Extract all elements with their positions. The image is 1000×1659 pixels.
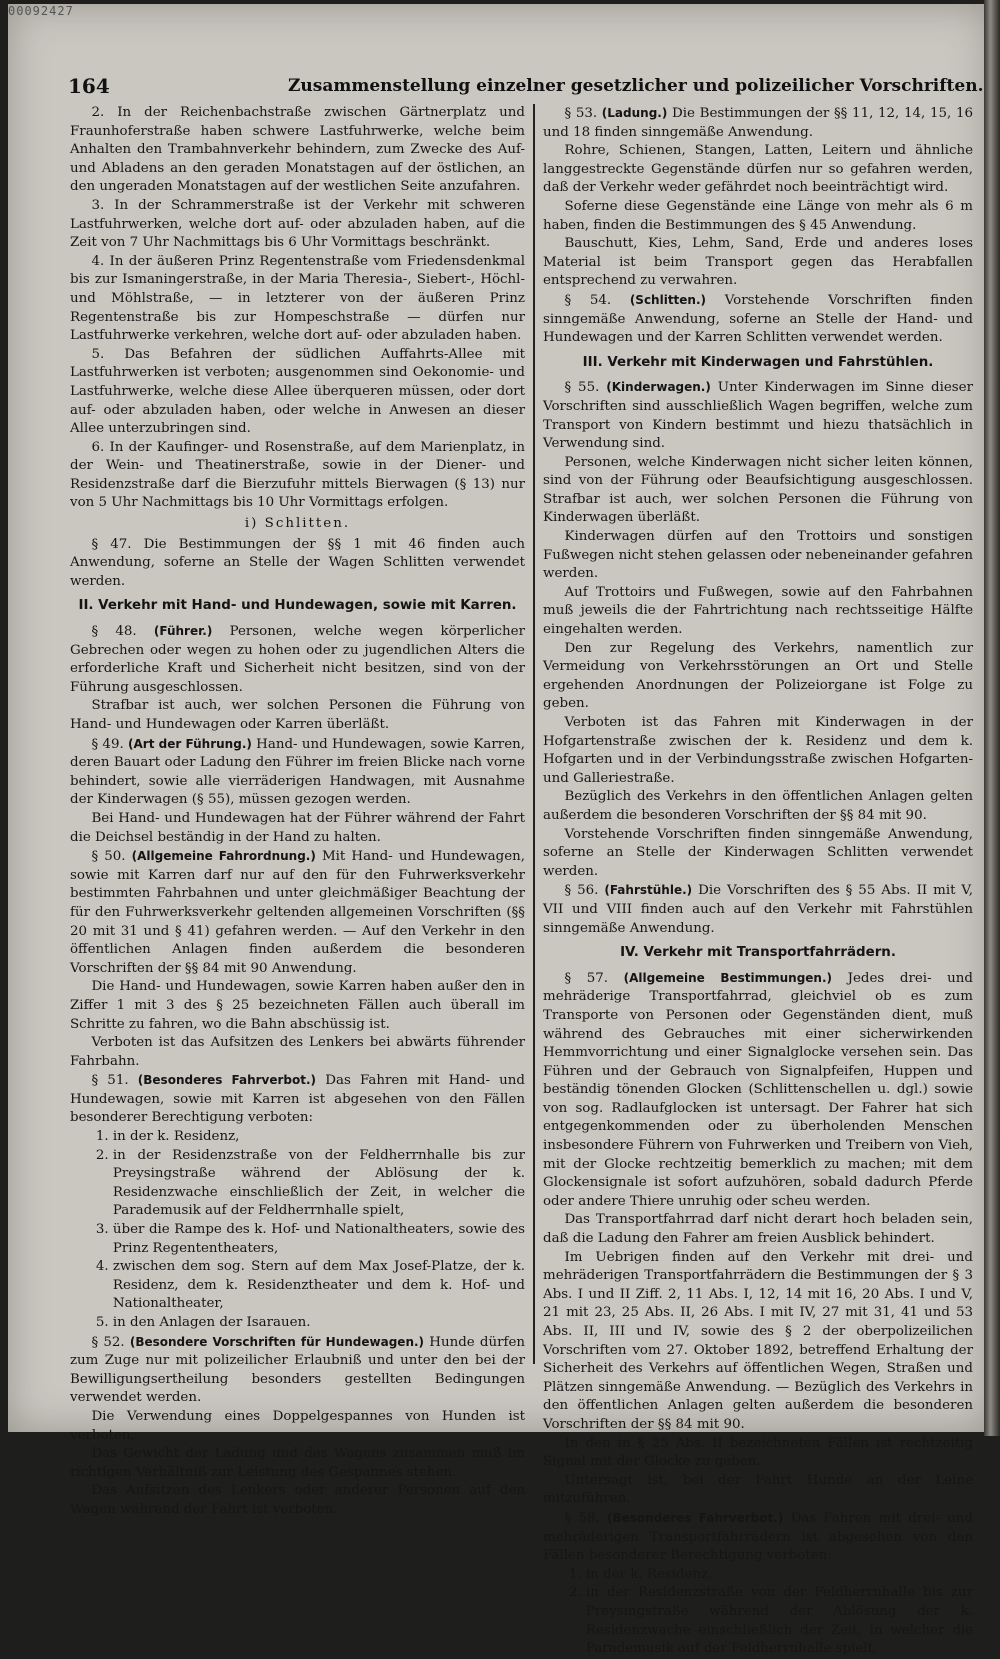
list-item: 2. in der Residenzstraße von der Feldherrnhalle bis zur Preysingstraße während der Ablösung der k. Residenzwache einschließlich der Zeit, in welcher die Parademusik auf der Feldherrnhalle spielt, <box>113 1147 525 1221</box>
paragraph: Das Transportfahrrad darf nicht derart hoch beladen sein, daß die Ladung den Fahrer am freien Ausblick behindert. <box>543 1212 973 1247</box>
paragraph <box>543 378 973 453</box>
section-label: (Fahrstühle.) <box>604 883 693 898</box>
paragraph <box>70 1071 525 1128</box>
paragraph: Untersagt ist, bei der Fahrt Hunde an der Leine mitzuführen. <box>543 1472 973 1507</box>
document-page <box>8 4 990 1657</box>
section-heading: IV. Verkehr mit Transportfahrrädern. <box>620 945 896 961</box>
paragraph-text: Unter Kinderwagen im Sinne dieser Vorschriften sind ausschließlich Wagen begriffen, welche zum Transport von Kindern bestimmt und hiezu thatsächlich in Verwendung sind. <box>543 380 973 452</box>
section-label: (Schlitten.) <box>629 292 707 307</box>
paragraph: In den in § 25 Abs. II bezeichneten Fällen ist rechtzeitig Signal mit der Glocke zu geben. <box>543 1435 973 1470</box>
section-number: § 52. <box>91 1334 125 1350</box>
paragraph-text: Die Bestimmungen der §§ 11, 12, 14, 15, 16 und 18 finden sinngemäße Anwendung. <box>543 106 973 140</box>
list-item: 1. in der k. Residenz, <box>113 1128 525 1147</box>
paragraph-text: Vorstehende Vorschriften finden sinngemäße Anwendung, soferne an Stelle der Hand- und Hundewagen und der Karren Schlitten verwendet werden. <box>543 292 973 346</box>
section-label: (Führer.) <box>153 624 213 639</box>
paragraph: Personen, welche Kinderwagen nicht sicher leiten können, sind von der Führung oder Beaufsichtigung ausgeschlossen. Strafbar ist auch, wer solchen Personen die Führung von Kinderwagen überläßt. <box>543 454 973 526</box>
book-edge <box>984 0 1000 1436</box>
paragraph <box>70 622 525 697</box>
paragraph: Bauschutt, Kies, Lehm, Sand, Erde und anderes loses Material ist beim Transport gegen das Herabfallen entsprechend zu verwahren. <box>543 236 973 289</box>
paragraph-text: Mit Hand- und Hundewagen, sowie mit Karren darf nur auf den für den Fuhrwerksverkehr bestimmten Fahrbahnen und unter gleichmäßiger Beachtung der für den Fuhrwerksverkehr geltenden allgemeinen Vorschriften (§§ 20 mit 31 und § 41) gefahren werden. — Auf den Verkehr in den öffentlichen Anlagen finden außerdem die besonderen Vorschriften der §§ 84 mit 90 Anwendung. <box>70 849 525 976</box>
paragraph: 4. In der äußeren Prinz Regentenstraße vom Friedensdenkmal bis zur Ismaningerstraße, in der Maria Theresia-, Siebert-, Höchl- und Möhlstraße, — in letzterer von der äußeren Prinz Regentenstraße bis zur Hompeschstraße — dürfen nur Lastfuhrwerke verkehren, welche dort auf- oder abzuladen haben. <box>70 253 525 344</box>
paragraph-text: Hand- und Hundewagen, sowie Karren, deren Bauart oder Ladung den Führer im freien Blicke nach vorne behindert, sowie alle vierräderigen Handwagen, mit Ausnahme der Kinderwagen (§ 55), müssen gezogen werden. <box>70 736 526 808</box>
paragraph: 6. In der Kaufinger- und Rosenstraße, auf dem Marienplatz, in der Wein- und Theatinerstraße, sowie in der Diener- und Residenzstraße darf die Bierzufuhr mittels Bierwagen (§ 13) nur von 5 Uhr Nachmittags bis 10 Uhr Vormittags erfolgen. <box>70 439 525 511</box>
list-item: 4. zwischen dem sog. Stern auf dem Max Josef-Platze, der k. Residenz, dem k. Residenztheater und dem k. Hof- und Nationaltheater, <box>113 1258 525 1314</box>
section-label: (Art der Führung.) <box>128 736 252 751</box>
column-divider <box>533 104 535 1364</box>
section-label: (Allgemeine Bestimmungen.) <box>623 970 833 985</box>
paragraph: Den zur Regelung des Verkehrs, namentlich zur Vermeidung von Verkehrsstörungen an Ort und Stelle ergehenden Anordnungen der Polizeiorgane ist Folge zu geben. <box>543 640 973 712</box>
paragraph <box>70 847 525 978</box>
left-column <box>70 104 525 1520</box>
paragraph: 3. In der Schrammerstraße ist der Verkehr mit schweren Lastfuhrwerken, welche dort auf- oder abzuladen haben, auf die Zeit von 7 Uhr Nachmittags bis 6 Uhr Vormittags beschränkt. <box>70 197 525 251</box>
paragraph: Verboten ist das Aufsitzen des Lenkers bei abwärts führender Fahrbahn. <box>70 1035 525 1069</box>
prohibition-list <box>70 1128 525 1333</box>
paragraph <box>543 291 973 348</box>
prohibition-list <box>543 1566 973 1659</box>
paragraph: Vorstehende Vorschriften finden sinngemäße Anwendung, soferne an Stelle der Kinderwagen Schlitten verwendet werden. <box>543 826 973 879</box>
paragraph <box>543 881 973 938</box>
paragraph <box>70 735 525 810</box>
section-number: § 57. <box>564 970 609 986</box>
archive-stamp: 00092427 <box>8 4 74 18</box>
section-label: (Ladung.) <box>601 106 668 120</box>
section-number: § 54. <box>564 292 612 308</box>
section-heading: III. Verkehr mit Kinderwagen und Fahrstühlen. <box>582 354 934 370</box>
section-number: § 48. <box>91 624 137 640</box>
paragraph-text: Das Fahren mit drei- und mehräderigen Transportfahrrädern ist abgesehen von den Fällen besonderer Berechtigung verboten: <box>543 1510 974 1564</box>
paragraph: Kinderwagen dürfen auf den Trottoirs und sonstigen Fußwegen nicht stehen gelassen oder nebeneinander gefahren werden. <box>543 529 973 582</box>
section-label: (Besonderes Fahrverbot.) <box>606 1510 784 1525</box>
right-column <box>543 104 973 1659</box>
paragraph <box>543 104 973 142</box>
paragraph: Strafbar ist auch, wer solchen Personen die Führung von Hand- und Hundewagen oder Karren überläßt. <box>70 698 525 732</box>
paragraph-text: Hunde dürfen zum Zuge nur mit polizeilicher Erlaubniß und unter den bei der Bewilligungsertheilung besonders gestellten Bedingungen verwendet werden. <box>70 1334 525 1406</box>
section-number: § 49. <box>91 736 124 752</box>
list-item: 3. über die Rampe des k. Hof- und Nationaltheaters, sowie des Prinz Regententheaters, <box>113 1221 525 1258</box>
paragraph: Das Gewicht der Ladung und des Wagens zusammen muß im richtigen Verhältniß zur Leistung des Gespannes stehen. <box>70 1446 525 1480</box>
section-number: § 53. <box>564 106 598 121</box>
paragraph <box>543 969 973 1212</box>
list-item: 1. in der k. Residenz, <box>586 1566 973 1585</box>
paragraph: 2. In der Reichenbachstraße zwischen Gärtnerplatz und Fraunhoferstraße haben schwere Lastfuhrwerke, welche beim Anhalten den Trambahnverkehr behindern, zum Zwecke des Auf- und Abladens an den geraden Monatstagen auf der östlichen, an den ungeraden Monatstagen auf der westlichen Seite anzufahren. <box>70 105 525 195</box>
paragraph-text: Das Fahren mit Hand- und Hundewagen, sowie mit Karren ist abgesehen von den Fällen besonderer Berechtigung verboten: <box>70 1073 525 1126</box>
subsection-heading: i) Schlitten. <box>244 516 351 532</box>
paragraph-text: Personen, welche wegen körperlicher Gebrechen oder wegen zu hohen oder zu jugendlichen Alters die erforderliche Kraft und Sicherheit nicht besitzen, sind von der Führung ausgeschlossen. <box>70 624 525 695</box>
section-number: § 51. <box>91 1073 129 1089</box>
section-label: (Besonderes Fahrverbot.) <box>137 1073 317 1088</box>
running-title: Zusammenstellung einzelner gesetzlicher und polizeilicher Vorschriften. <box>288 76 984 96</box>
section-number: § 50. <box>91 849 126 865</box>
list-item: 5. in den Anlagen der Isarauen. <box>113 1314 525 1333</box>
paragraph: Die Hand- und Hundewagen, sowie Karren haben außer den in Ziffer 1 mit 3 des § 25 bezeichneten Fällen auch überall im Schritte zu fahren, wo die Bahn abschüssig ist. <box>70 979 525 1032</box>
paragraph: Die Verwendung eines Doppelgespannes von Hunden ist verboten. <box>70 1408 525 1443</box>
paragraph: Im Uebrigen finden auf den Verkehr mit drei- und mehräderigen Transportfahrrädern die Bestimmungen der § 3 Abs. I und II Ziff. 2, 11 Abs. I, 12, 14 mit 16, 20 Abs. I und V, 21 mit 23, 25 Abs. II, 26 Abs. I mit IV, 27 mit 31, 41 und 53 Abs. II, III und IV, sowie des § 2 der oberpolizeilichen Vorschriften vom 27. Oktober 1892, betreffend Erhaltung der Sicherheit des Verkehrs auf öffentlichen Wegen, Straßen und Plätzen sinngemäße Anwendung. — Bezüglich des Verkehrs in den öffentlichen Anlagen gelten außerdem die besonderen Vorschriften der §§ 84 mit 90. <box>543 1249 973 1432</box>
paragraph: § 47. Die Bestimmungen der §§ 1 mit 46 finden auch Anwendung, soferne an Stelle der Wagen Schlitten verwendet werden. <box>70 536 525 589</box>
section-number: § 58. <box>564 1510 600 1526</box>
paragraph: Rohre, Schienen, Stangen, Latten, Leitern und ähnliche langgestreckte Gegenstände dürfen nur so gefahren werden, daß der Verkehr weder gefährdet noch beeinträchtigt wird. <box>543 143 973 196</box>
paragraph: Auf Trottoirs und Fußwegen, sowie auf den Fahrbahnen muß jeweils die der Fahrtrichtung nach rechtsseitige Hälfte eingehalten werden. <box>543 584 973 638</box>
paragraph: Soferne diese Gegenstände eine Länge von mehr als 6 m haben, finden die Bestimmungen des § 45 Anwendung. <box>543 198 973 233</box>
page-number: 164 <box>68 74 110 98</box>
paragraph-text: Jedes drei- und mehräderige Transportfahrrad, gleichviel ob es zum Transporte von Personen oder Gegenständen dient, muß während des Gebrauches mit einer sicherwirkenden Hemmvorrichtung und einer Signalglocke versehen sein. Das Führen und der Gebrauch von Signalpfeifen, Huppen und beständig tönenden Glocken (Schlittenschellen u. dgl.) sowie von sog. Radlaufglocken ist untersagt. Der Fahrer hat sich entgegenkommenden oder zu überholenden Menschen insbesondere Führern von Fuhrwerken und Treibern von Vieh, mit der Glocke rechtzeitig bemerklich zu machen; mit dem Glockensignale ist sofort aufzuhören, sobald dadurch Pferde oder andere Thiere unruhig oder scheu werden. <box>543 970 974 1209</box>
paragraph: 5. Das Befahren der südlichen Auffahrts-Allee mit Lastfuhrwerken ist verboten; ausgenommen sind Oekonomie- und Lastfuhrwerke, welche diese Allee überqueren müssen, oder dort auf- oder abzuladen haben, oder welche in Anwesen an dieser Allee unterzubringen sind. <box>70 346 525 437</box>
list-item: 2. in der Residenzstraße von der Feldherrnhalle bis zur Preysingstraße während der Ablösung der k. Residenzwache einschließlich der Zeit, in welcher die Parademusik auf der Feldherrnhalle spielt, <box>586 1584 973 1658</box>
section-number: § 56. <box>564 883 599 899</box>
section-label: (Besondere Vorschriften für Hundewagen.) <box>129 1334 425 1349</box>
paragraph-text: Die Vorschriften des § 55 Abs. II mit V, VII und VIII finden auch auf den Verkehr mit Fahrstühlen sinngemäße Anwendung. <box>543 883 974 936</box>
paragraph: Verboten ist das Fahren mit Kinderwagen in der Hofgartenstraße zwischen der k. Residenz und dem k. Hofgarten und in der Verbindungsstraße zwischen Hofgarten- und Galleriestraße. <box>543 715 973 786</box>
paragraph: Das Aufsitzen des Lenkers oder anderer Personen auf den Wagen während der Fahrt ist verboten. <box>70 1483 525 1517</box>
paragraph <box>70 1333 525 1408</box>
section-label: (Kinderwagen.) <box>606 380 711 395</box>
section-number: § 55. <box>564 380 600 396</box>
paragraph <box>543 1509 973 1566</box>
paragraph: Bezüglich des Verkehrs in den öffentlichen Anlagen gelten außerdem die besonderen Vorschriften der §§ 84 mit 90. <box>543 789 973 823</box>
paragraph: Bei Hand- und Hundewagen hat der Führer während der Fahrt die Deichsel beständig in der Hand zu halten. <box>70 810 525 845</box>
section-label: (Allgemeine Fahrordnung.) <box>131 849 316 864</box>
section-heading: II. Verkehr mit Hand- und Hundewagen, sowie mit Karren. <box>78 598 517 614</box>
